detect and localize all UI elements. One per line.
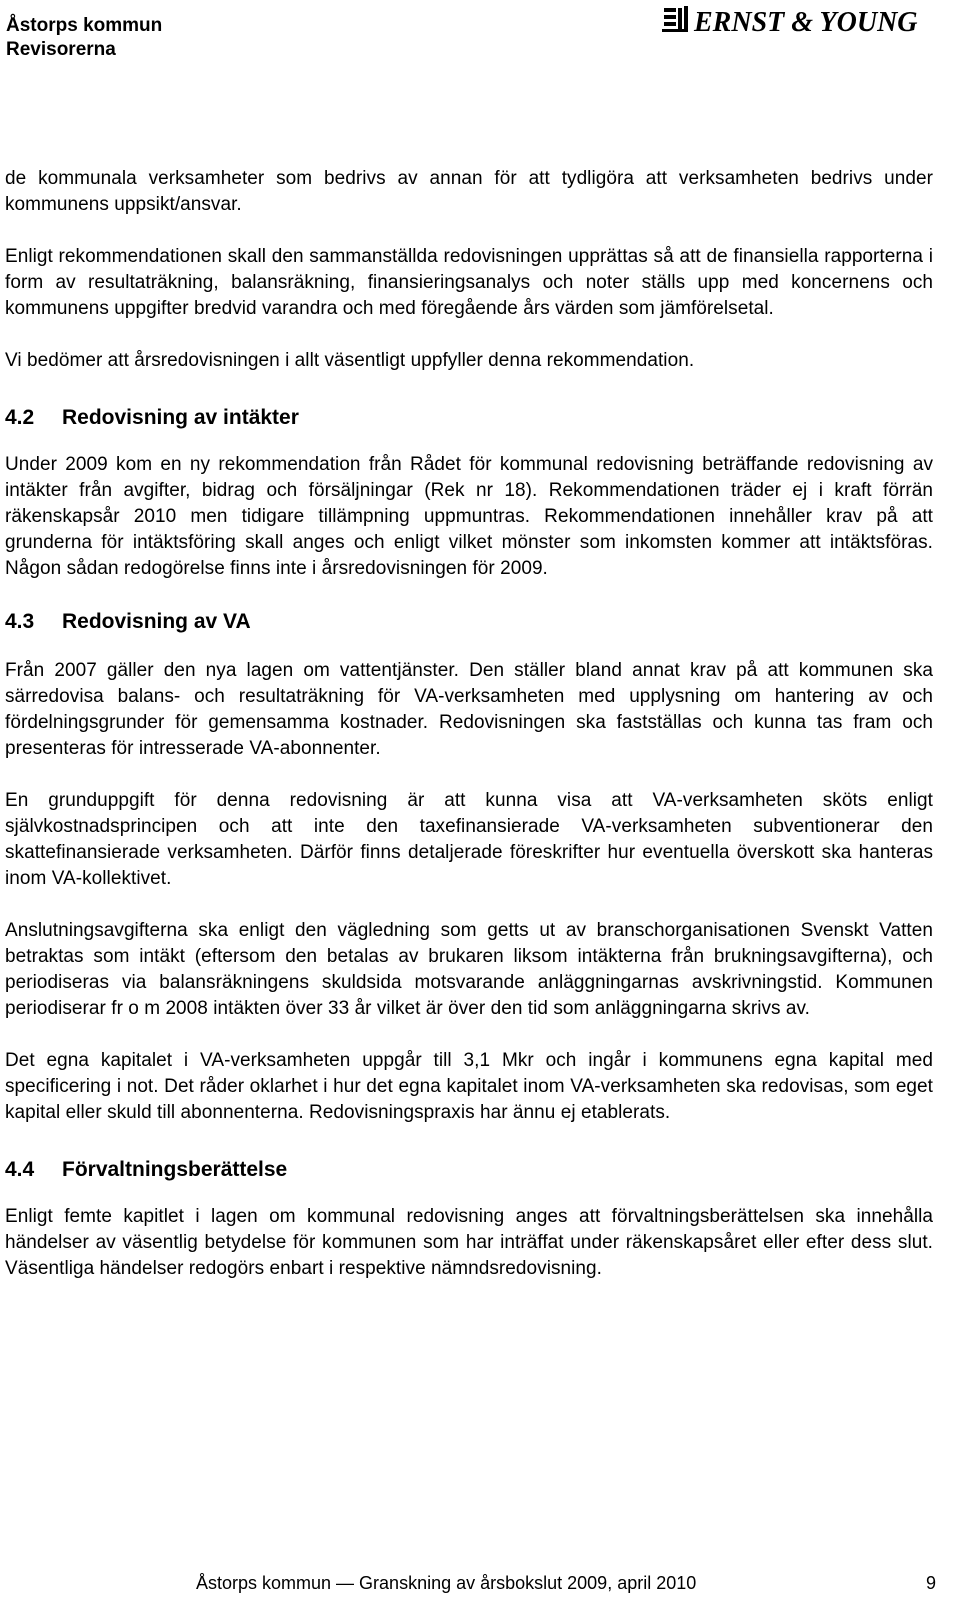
page-footer: [196, 1571, 936, 1595]
paragraph-9: Enligt femte kapitlet i lagen om kommunal redovisning anges att förvaltningsberättelsen ska innehålla händelser av väsentlig betydelse för kommunen som har inträffat under räkenskapsåret eller efter dess slut. Väsentliga händelser redogörs enbart i respektive nämndsredovisning.: [5, 1206, 933, 1279]
logo-text: ERNST & YOUNG: [694, 7, 918, 36]
header-left: [6, 14, 162, 62]
ernst-young-logo: [662, 4, 932, 36]
section-number: 4.2: [5, 406, 35, 429]
section-heading-4-4: [5, 1156, 933, 1184]
page-number: 9: [925, 1573, 936, 1593]
section-heading-4-3: [5, 608, 933, 636]
header-org: Åstorps kommun: [6, 15, 163, 36]
header-dept: Revisorerna: [6, 39, 116, 60]
paragraph-2: Enligt rekommendationen skall den sammanställda redovisningen upprättas så att de finansiella rapporterna i form av resultaträkning, balansräkning, finansieringsanalys och noter ställs upp med koncernens och kommunens uppgifter bredvid varandra och med föregående års värden som jämförelsetal.: [5, 246, 933, 319]
section-heading-4-2: [5, 404, 933, 432]
section-number: 4.3: [5, 610, 35, 633]
section-title: Redovisning av VA: [62, 610, 251, 633]
paragraph-6: En grunduppgift för denna redovisning är att kunna visa att VA-verksamheten sköts enligt självkostnadsprincipen och att inte den taxefinansierade VA-verksamheten subventionerar den skattefinansierade verksamheten. Därför finns detaljerade föreskrifter hur eventuella överskott ska hanteras inom VA-kollektivet.: [5, 790, 933, 889]
paragraph-7: Anslutningsavgifterna ska enligt den vägledning som getts ut av branschorganisationen Svenskt Vatten betraktas som intäkt (eftersom den betalas av brukaren liksom intäkterna från brukningsavgifterna), och periodiseras via balansräkningens skuldsida motsvarande anläggningarnas avskrivningstid. Kommunen periodiserar fr o m 2008 intäkten över 33 år vilket är över den tid som anläggningarna skrivs av.: [5, 920, 933, 1019]
paragraph-4: Under 2009 kom en ny rekommendation från Rådet för kommunal redovisning beträffande redovisning av intäkter från avgifter, bidrag och försäljningar (Rek nr 18). Rekommendationen träder ej i kraft förrän räkenskapsår 2010 men tidigare tillämpning uppmuntras. Rekommendationen innehåller krav på att grunderna för intäktsföring skall anges och enligt vilket mönster som inkomsten kommer att intäktsföras. Någon sådan redogörelse finns inte i årsredovisningen för 2009.: [5, 454, 933, 579]
footer-title: Åstorps kommun — Granskning av årsbokslut 2009, april 2010: [196, 1573, 697, 1593]
section-title: Redovisning av intäkter: [62, 406, 299, 429]
paragraph-3: Vi bedömer att årsredovisningen i allt väsentligt uppfyller denna rekommendation.: [5, 350, 695, 371]
paragraph-5: Från 2007 gäller den nya lagen om vattentjänster. Den ställer bland annat krav på att kommunen ska särredovisa balans- och resultaträkning för VA-verksamheten med upplysning om hantering av och fördelningsgrunder för gemensamma kostnader. Redovisningen ska fastställas och kunna tas fram och presenteras för intresserade VA-abonnenter.: [5, 660, 933, 759]
paragraph-8: Det egna kapitalet i VA-verksamheten uppgår till 3,1 Mkr och ingår i kommunens egna kapital med specificering i not. Det råder oklarhet i hur det egna kapitalet inom VA-verksamheten ska redovisas, som eget kapital eller skuld till abonnenterna. Redovisningspraxis har ännu ej etablerats.: [5, 1050, 933, 1123]
section-title: Förvaltningsberättelse: [62, 1158, 288, 1181]
paragraph-1: de kommunala verksamheter som bedrivs av annan för att tydligöra att verksamheten bedrivs under kommunens uppsikt/ansvar.: [5, 168, 933, 215]
content: [5, 166, 933, 1282]
ernst-young-logo-icon: [662, 4, 932, 36]
section-number: 4.4: [5, 1158, 35, 1181]
